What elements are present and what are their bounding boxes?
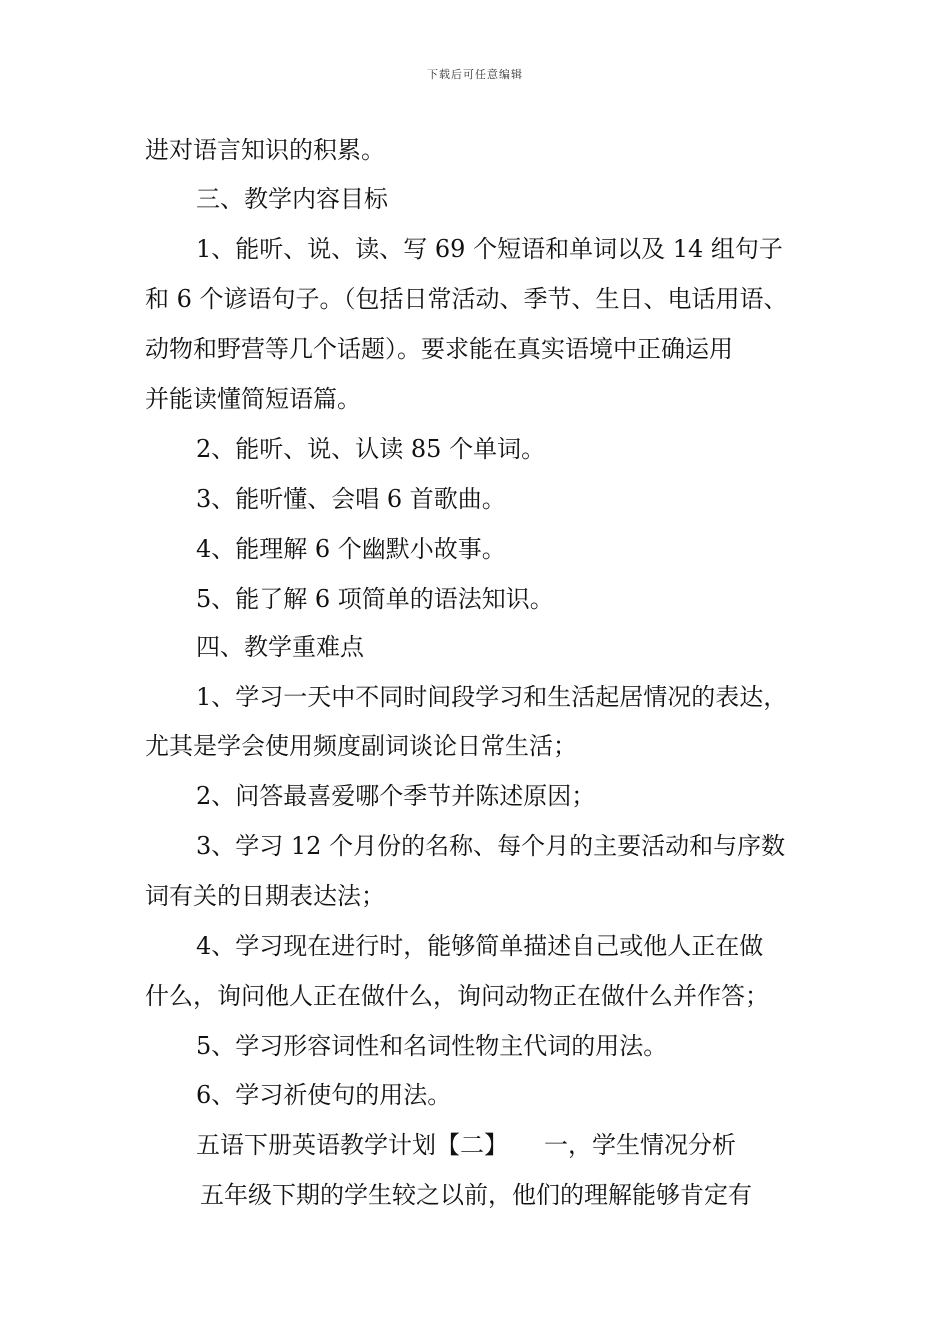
body-line: 2、问答最喜爱哪个季节并陈述原因； — [196, 782, 596, 810]
body-line: 4、能理解 6 个幽默小故事。 — [196, 535, 506, 563]
body-line: 和 6 个谚语句子。（包括日常活动、季节、生日、电话用语、 — [145, 285, 788, 313]
section-heading: 四、教学重难点 — [196, 633, 364, 661]
body-line: 3、能听懂、会唱 6 首歌曲。 — [196, 485, 506, 513]
body-line: 词有关的日期表达法； — [145, 882, 385, 910]
body-line: 什么，询问他人正在做什么，询问动物正在做什么并作答； — [145, 982, 769, 1010]
body-line: 5、学习形容词性和名词性物主代词的用法。 — [196, 1032, 668, 1060]
body-line: 动物和野营等几个话题）。要求能在真实语境中正确运用 — [145, 335, 733, 363]
body-line: 并能读懂简短语篇。 — [145, 385, 361, 413]
section-heading: 三、教学内容目标 — [196, 185, 388, 213]
body-line: 4、学习现在进行时，能够简单描述自己或他人正在做 — [196, 932, 764, 960]
body-line: 尤其是学会使用频度副词谈论日常生活； — [145, 732, 577, 760]
body-line: 5、能了解 6 项简单的语法知识。 — [196, 585, 554, 613]
body-line: 1、能听、说、读、写 69 个短语和单词以及 14 组句子 — [196, 235, 783, 263]
body-line: 3、学习 12 个月份的名称、每个月的主要活动和与序数 — [196, 832, 786, 860]
body-line: 五年级下期的学生较之以前，他们的理解能够肯定有 — [200, 1181, 752, 1209]
page-header: 下载后可任意编辑 — [427, 68, 523, 81]
body-line: 1、学习一天中不同时间段学习和生活起居情况的表达， — [196, 683, 788, 711]
body-line: 6、学习祈使句的用法。 — [196, 1081, 452, 1109]
section-heading: 五语下册英语教学计划【二】 一，学生情况分析 — [196, 1131, 736, 1159]
body-line: 进对语言知识的积累。 — [145, 136, 385, 164]
body-line: 2、能听、说、认读 85 个单词。 — [196, 435, 546, 463]
